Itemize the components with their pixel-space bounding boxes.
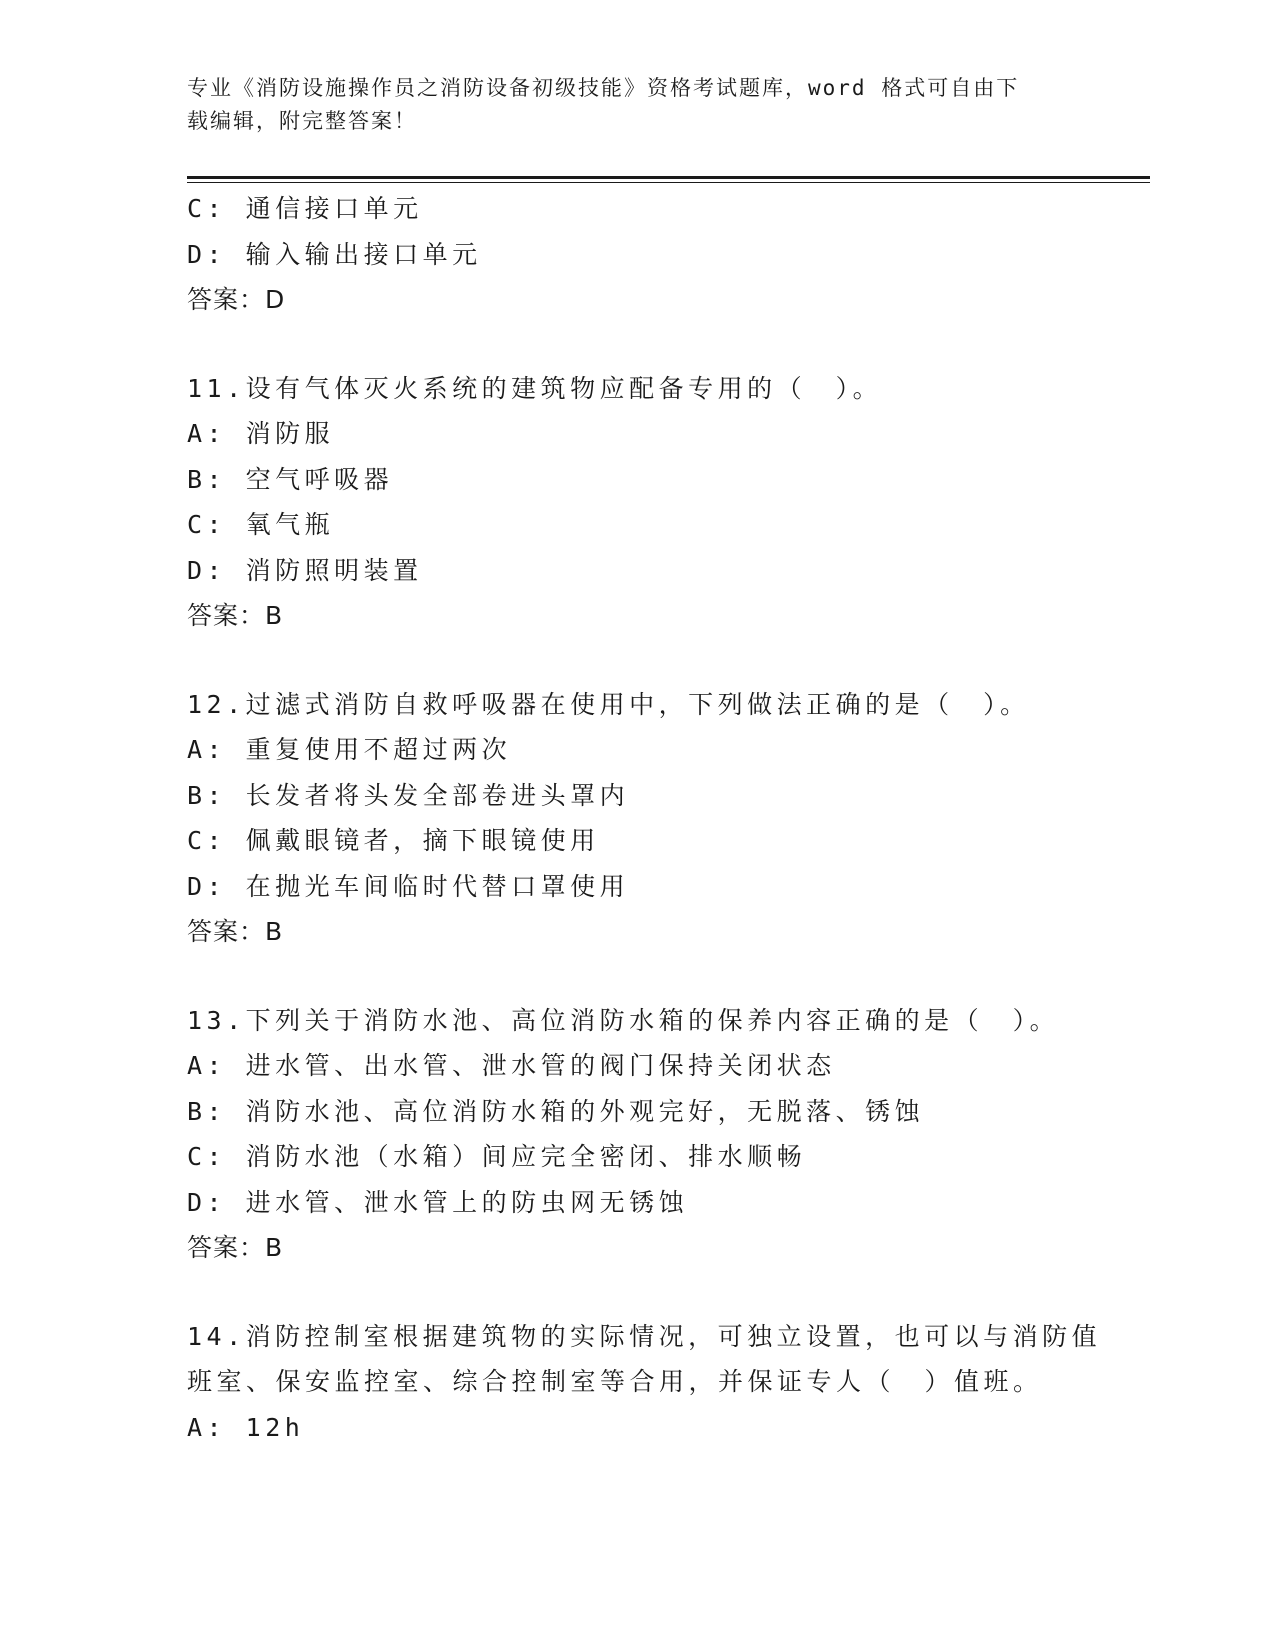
header-divider-thin <box>187 182 1150 183</box>
answer: 答案：B <box>187 601 284 630</box>
spacer <box>187 955 1087 998</box>
option-d: D: 输入输出接口单元 <box>187 239 482 269</box>
option-a: A: 12h <box>187 1412 305 1442</box>
question-11 <box>187 366 1087 639</box>
spacer <box>187 1271 1087 1314</box>
question-list <box>187 186 1102 1450</box>
spacer <box>187 639 1087 682</box>
option-a: A: 进水管、出水管、泄水管的阀门保持关闭状态 <box>187 1051 836 1080</box>
option-d: D: 在抛光车间临时代替口罩使用 <box>187 871 630 901</box>
question-text: 13.下列关于消防水池、高位消防水箱的保养内容正确的是（ ）。 <box>187 1005 1060 1035</box>
option-a: A: 消防服 <box>187 419 335 448</box>
answer: 答案：B <box>187 1233 284 1262</box>
option-d: D: 消防照明装置 <box>187 555 423 585</box>
answer: 答案：B <box>187 917 284 946</box>
question-text: 11.设有气体灭火系统的建筑物应配备专用的（ ）。 <box>187 373 883 403</box>
question-10 <box>187 186 1087 323</box>
option-d: D: 进水管、泄水管上的防虫网无锈蚀 <box>187 1187 689 1217</box>
question-text: 12.过滤式消防自救呼吸器在使用中，下列做法正确的是（ ）。 <box>187 689 1030 719</box>
spacer <box>187 323 1087 366</box>
header-line-1: 专业《消防设施操作员之消防设备初级技能》资格考试题库，word 格式可自由下 <box>187 76 1020 100</box>
header-line-2: 载编辑，附完整答案！ <box>187 109 417 133</box>
option-b: B: 空气呼吸器 <box>187 464 394 494</box>
header-divider-thick <box>187 176 1150 179</box>
answer: 答案：D <box>187 285 286 314</box>
question-12 <box>187 682 1087 955</box>
option-c: C: 氧气瓶 <box>187 510 335 539</box>
question-text-line-1: 14.消防控制室根据建筑物的实际情况，可独立设置，也可以与消防值 <box>187 1321 1102 1351</box>
document-header <box>187 72 1067 138</box>
question-14 <box>187 1314 1102 1451</box>
question-13 <box>187 998 1087 1271</box>
option-b: B: 长发者将头发全部卷进头罩内 <box>187 780 630 810</box>
option-c: C: 佩戴眼镜者，摘下眼镜使用 <box>187 826 600 855</box>
option-a: A: 重复使用不超过两次 <box>187 735 512 764</box>
option-c: C: 消防水池（水箱）间应完全密闭、排水顺畅 <box>187 1142 807 1171</box>
option-c: C: 通信接口单元 <box>187 194 423 223</box>
option-b: B: 消防水池、高位消防水箱的外观完好，无脱落、锈蚀 <box>187 1096 925 1126</box>
question-text-line-2: 班室、保安监控室、综合控制室等合用，并保证专人（ ）值班。 <box>187 1367 1043 1396</box>
